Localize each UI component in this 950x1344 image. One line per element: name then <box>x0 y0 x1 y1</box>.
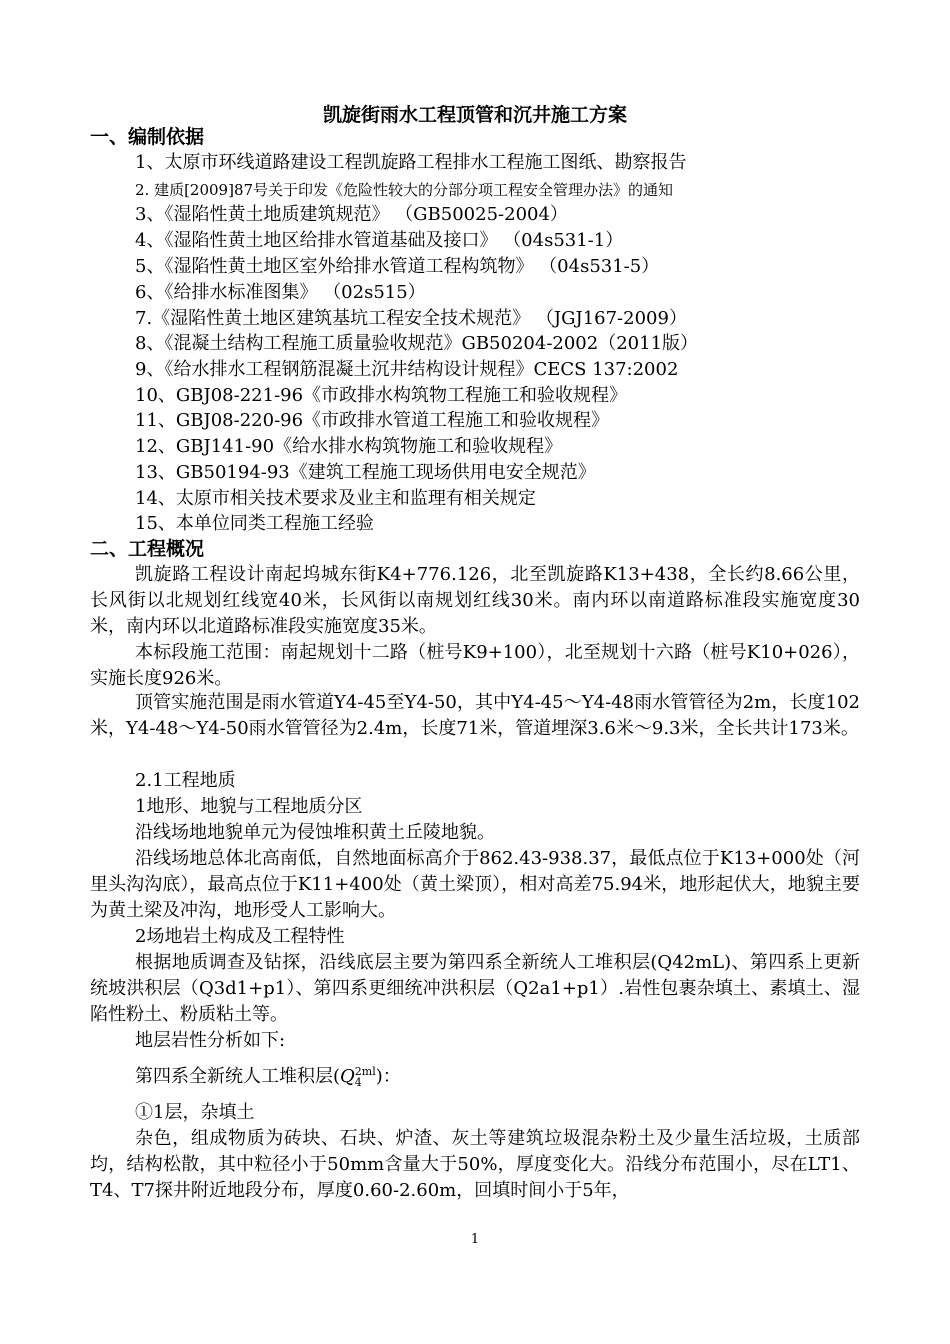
basis-item: 8、《混凝土结构工程施工质量验收规范》GB50204-2002（2011版） <box>135 333 699 354</box>
basis-item: 15、本单位同类工程施工经验 <box>135 513 374 534</box>
overview-paragraph: 凯旋路工程设计南起坞城东街K4+776.126，北至凯旋路K13+438，全长约8.66公里，长风街以北规划红线宽40米，长风街以南规划红线30米。南内环以南道路标准段实施宽度30米，南内环以北道路标准段实施宽度35米。 <box>90 564 860 637</box>
geologic-formula <box>340 1066 376 1087</box>
basis-item: 7.《湿陷性黄土地区建筑基坑工程安全技术规范》 （JGJ167-2009） <box>135 308 687 329</box>
section-heading: 一、编制依据 <box>90 126 205 148</box>
fill-soil-paragraph: 杂色，组成物质为砖块、石块、炉渣、灰土等建筑垃圾混杂粉土及少量生活垃圾，土质部均，结构松散，其中粒径小于50mm含量大于50%，厚度变化大。沿线分布范围小，尽在LT1、T4、T7探井附近地段分布，厚度0.60-2.60m，回填时间小于5年， <box>90 1128 860 1201</box>
subsection-heading: 2.1工程地质 <box>135 770 236 791</box>
strata-paragraph: 根据地质调查及钻探，沿线底层主要为第四系全新统人工堆积层(Q42mL)、第四系上更新统坡洪积层（Q3d1+p1）、第四系更细统冲洪积层（Q2a1+p1）.岩性包裹杂填土、素填土、湿陷性粉土、粉质粘土等。 <box>90 952 860 1025</box>
basis-item: 12、GBJ141-90《给水排水构筑物施工和验收规程》 <box>135 436 563 457</box>
basis-item: 11、GBJ08-220-96《市政排水管道工程施工和验收规程》 <box>135 410 610 431</box>
scope-paragraph: 本标段施工范围：南起规划十二路（桩号K9+100），北至规划十六路（桩号K10+026），实施长度926米。 <box>90 642 860 689</box>
pipe-jacking-paragraph: 顶管实施范围是雨水管道Y4-45至Y4-50，其中Y4-45～Y4-48雨水管管径为2m，长度102米，Y4-48～Y4-50雨水管管径为2.4m，长度71米，管道埋深3.6米～9.3米，全长共计173米。 <box>90 692 860 739</box>
landform-paragraph: 沿线场地地貌单元为侵蚀堆积黄土丘陵地貌。 <box>135 822 495 843</box>
layer-heading <box>135 1064 401 1090</box>
subsection-heading: 2场地岩土构成及工程特性 <box>135 926 345 947</box>
basis-item: 3、《湿陷性黄土地质建筑规范》 （GB50025-2004） <box>135 204 568 225</box>
formula-sup: 2ml <box>354 1065 376 1078</box>
basis-item: 13、GB50194-93《建筑工程施工现场供用电安全规范》 <box>135 462 596 483</box>
layer-name: ①1层，杂填土 <box>135 1102 255 1123</box>
subsection-heading: 1地形、地貌与工程地质分区 <box>135 796 363 817</box>
basis-item: 2. 建质[2009]87号关于印发《危险性较大的分部分项工程安全管理办法》的通知 <box>135 181 674 199</box>
document-title: 凯旋街雨水工程顶管和沉井施工方案 <box>322 104 627 126</box>
analysis-intro: 地层岩性分析如下: <box>135 1030 286 1051</box>
basis-item: 14、太原市相关技术要求及业主和监理有相关规定 <box>135 488 536 509</box>
basis-item: 6、《给排水标准图集》 （02s515） <box>135 282 426 303</box>
layer-heading-end: )： <box>375 1066 401 1087</box>
section-heading: 二、工程概况 <box>90 538 205 560</box>
terrain-paragraph: 沿线场地总体北高南低，自然地面标高介于862.43-938.37，最低点位于K13+000处（河里头沟沟底），最高点位于K11+400处（黄土梁顶），相对高差75.94米，地形起伏大，地貌主要为黄土梁及冲沟，地形受人工影响大。 <box>90 848 860 921</box>
formula-sub: 4 <box>354 1076 362 1089</box>
basis-item: 5、《湿陷性黄土地区室外给排水管道工程构筑物》 （04s531-5） <box>135 256 660 277</box>
layer-heading-text: 第四系全新统人工堆积层( <box>135 1066 341 1087</box>
basis-item: 4、《湿陷性黄土地区给排水管道基础及接口》 （04s531-1） <box>135 230 624 251</box>
basis-item: 1、太原市环线道路建设工程凯旋路工程排水工程施工图纸、勘察报告 <box>135 152 687 173</box>
basis-item: 9、《给水排水工程钢筋混凝土沉井结构设计规程》CECS 137:2002 <box>135 359 679 380</box>
page-number: 1 <box>470 1232 480 1247</box>
basis-item: 10、GBJ08-221-96《市政排水构筑物工程施工和验收规程》 <box>135 385 628 406</box>
formula-base: Q <box>340 1066 355 1087</box>
